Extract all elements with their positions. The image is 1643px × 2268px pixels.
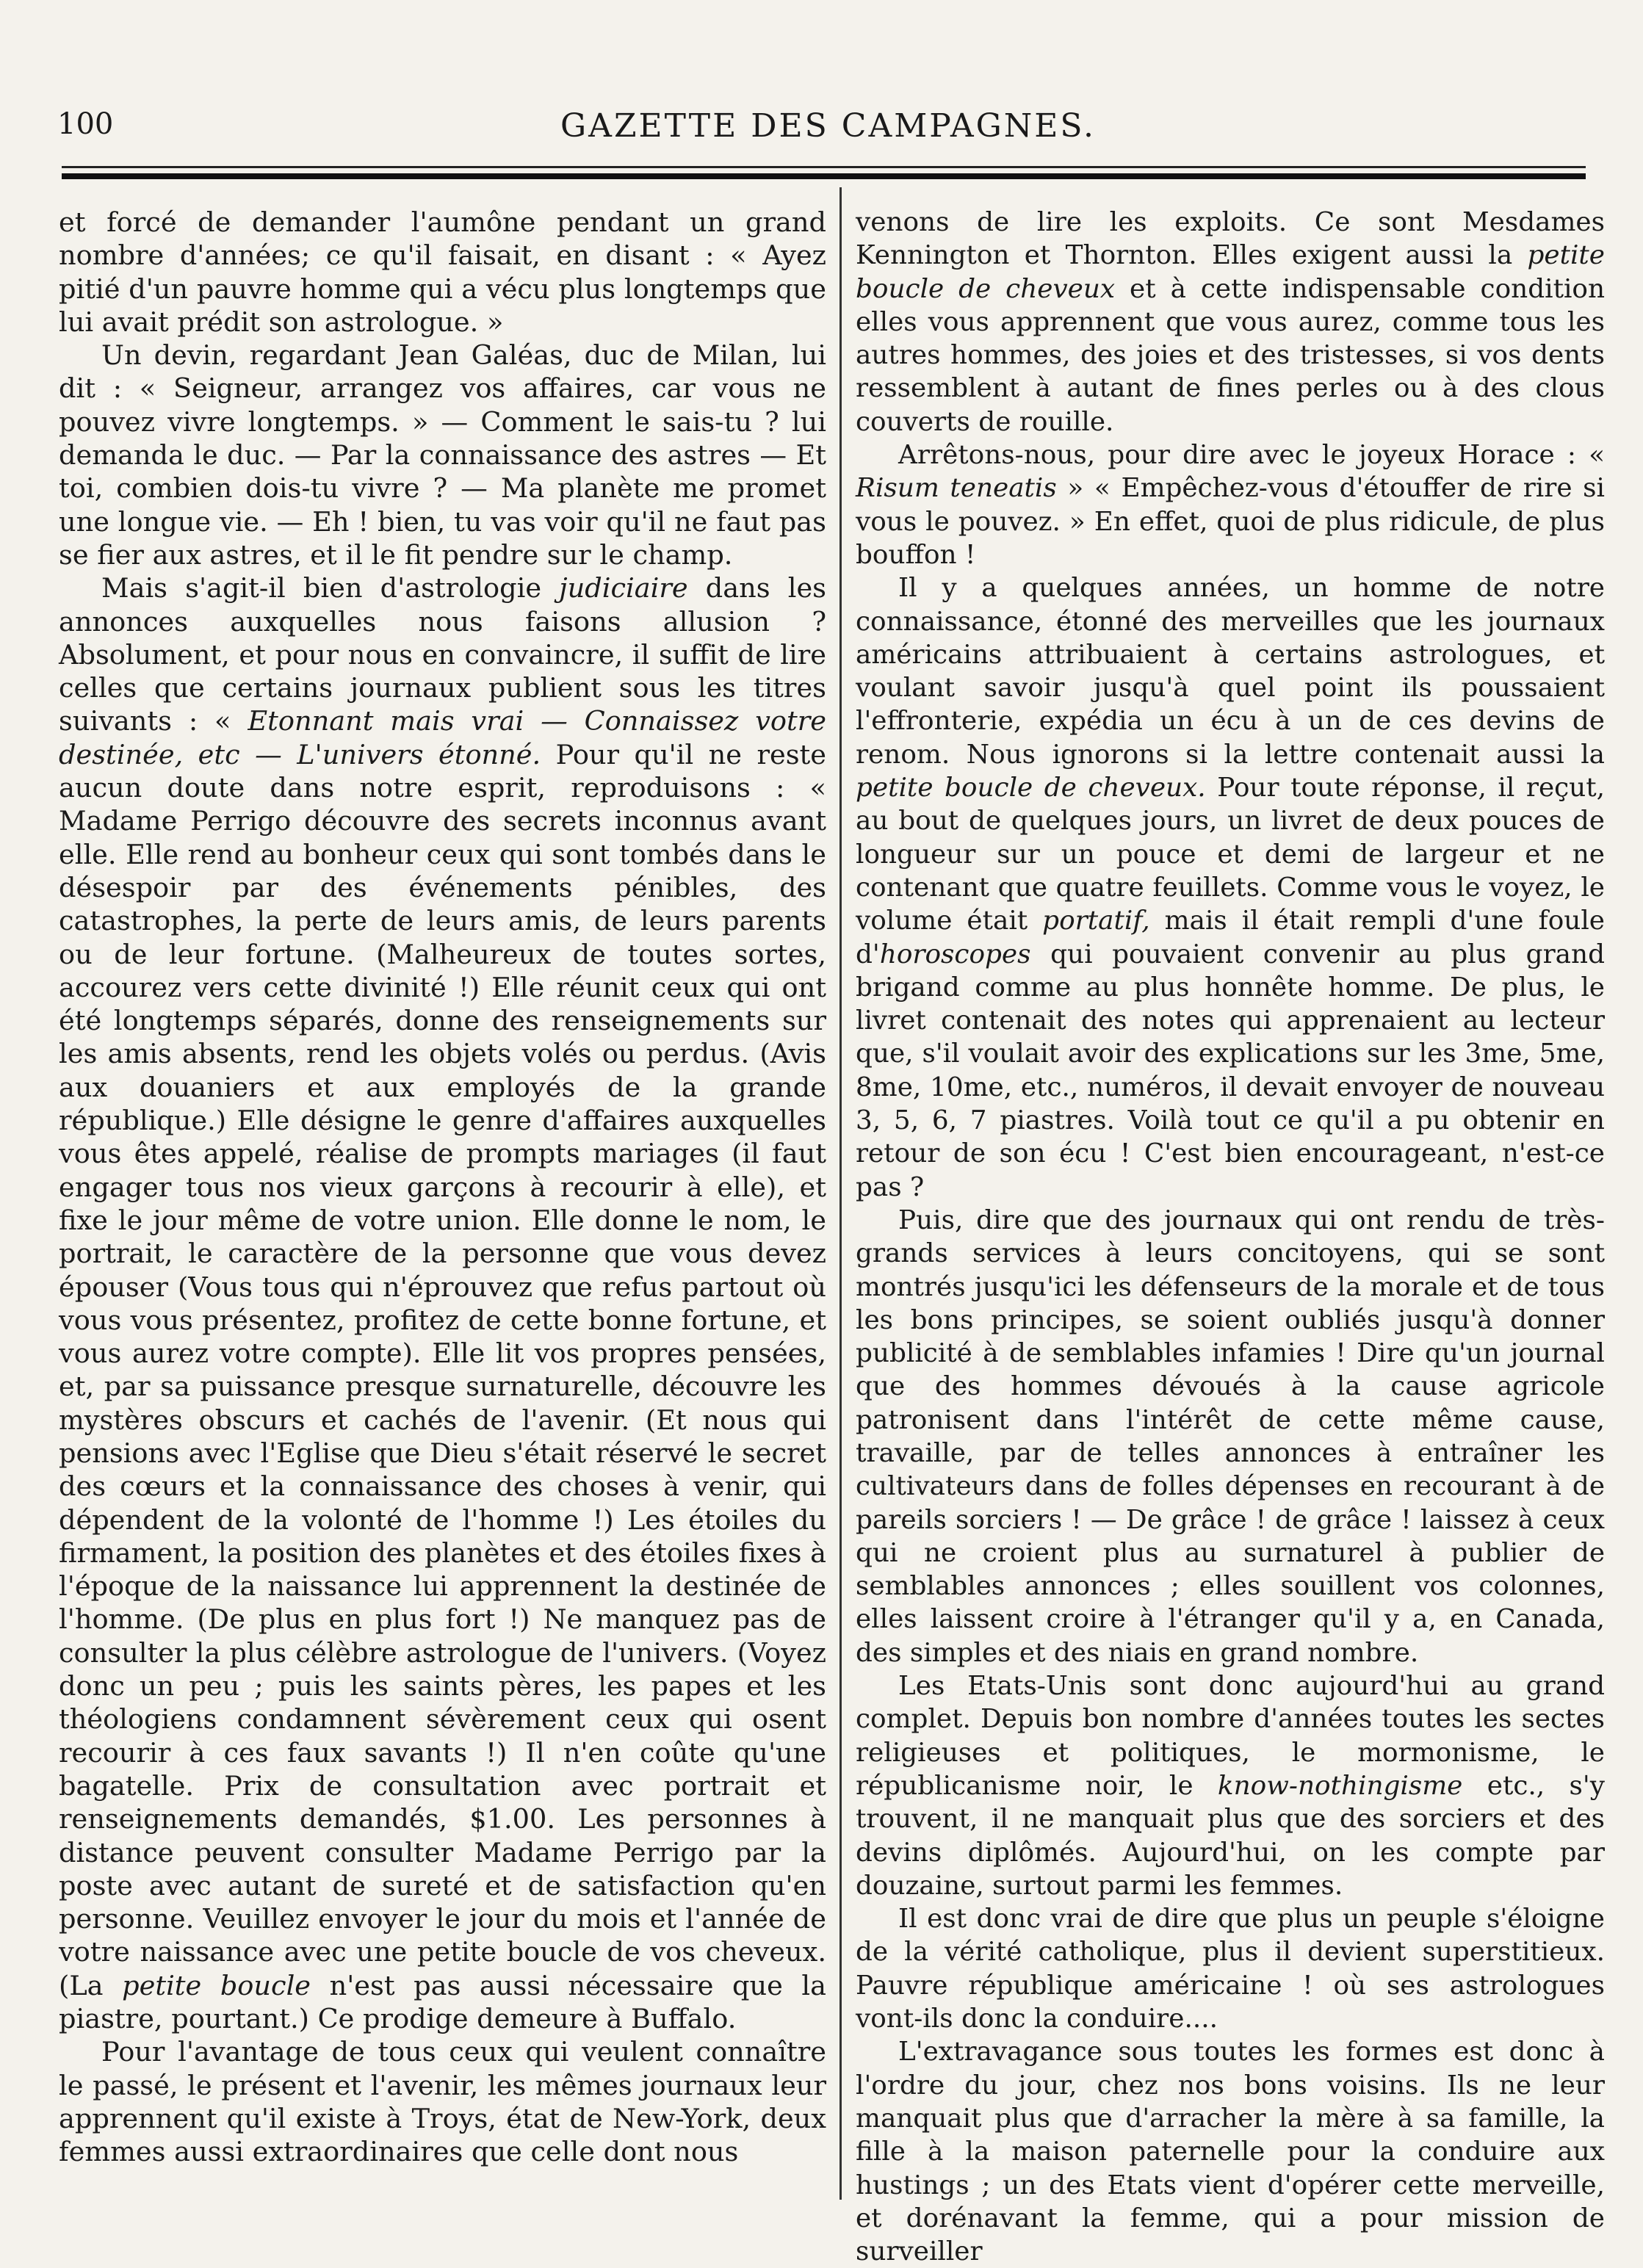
header-rule-thick <box>62 173 1586 179</box>
italic-text: portatif, <box>1042 906 1150 936</box>
running-title: GAZETTE DES CAMPAGNES. <box>560 107 1096 145</box>
italic-text: horoscopes <box>879 939 1031 969</box>
paragraph <box>59 206 826 339</box>
paragraph <box>856 206 1605 438</box>
italic-text: Risum teneatis <box>856 473 1057 504</box>
paragraph <box>856 1902 1605 2035</box>
paragraph-text: Arrêtons-nous, pour dire avec le joyeux Horace : « <box>898 440 1605 471</box>
italic-text: Etonnant mais vrai — Connaissez votre destinée, etc — L'univers étonné. <box>59 705 826 770</box>
page-header <box>57 107 1599 151</box>
paragraph-text: et à cette indispensable condition elles vous apprennent que vous aurez, comme tous les autres hommes, des joies et des tristesses, si vos dents ressemblent à autant de fines perles ou à des clous couverts de rouille. <box>856 273 1606 437</box>
paragraph <box>59 571 826 2035</box>
page-number: 100 <box>57 107 114 141</box>
paragraph <box>856 2035 1605 2268</box>
italic-text: petite boucle de cheveux <box>856 240 1605 304</box>
paragraph-text: Un devin, regardant Jean Galéas, duc de Milan, lui dit : « Seigneur, arrangez vos affaires, car vous ne pouvez vivre longtemps. » — Comment le sais-tu ? lui demanda le duc. — Par la connaissance des astres — Et toi, combien dois-tu vivre ? — Ma planète me promet une longue vie. — Eh ! bien, tu vas voir qu'il ne faut pas se fier aux astres, et il le fit pendre sur le champ. <box>59 339 826 571</box>
paragraph <box>856 438 1605 571</box>
paragraph-text: Pour toute réponse, il reçut, au bout de quelques jours, un livret de deux pouces de longueur sur un pouce et demi de largeur et ne contenant que quatre feuillets. Comme vous le voyez, le volume était <box>856 773 1606 936</box>
left-column <box>59 206 826 2169</box>
italic-text: judiciaire <box>559 572 688 604</box>
italic-text: know-nothingisme <box>1217 1770 1463 1801</box>
paragraph-text: Pour l'avantage de tous ceux qui veulent connaître le passé, le présent et l'avenir, les mêmes journaux leur apprennent qu'il existe à Troys, état de New-York, deux femmes aussi extraordinaires que celle dont nous <box>59 2036 826 2168</box>
right-column <box>856 206 1605 2268</box>
paragraph-text: n'est pas aussi nécessaire que la piastre, pourtant.) Ce prodige demeure à Buffalo. <box>59 1969 826 2035</box>
paragraph-text: » « Empêchez-vous d'étouffer de rire si vous le pouvez. » En effet, quoi de plus ridicule, de plus bouffon ! <box>856 473 1605 570</box>
header-rule-thin <box>62 166 1586 168</box>
paragraph-text: qui pouvaient convenir au plus grand brigand comme au plus honnête homme. De plus, le livret contenait des notes qui apprenaient au lecteur que, s'il voulait avoir des explications sur les 3me, 5me, 8me, 10me, etc., numéros, il devait envoyer de nouveau 3, 5, 6, 7 piastres. Voilà tout ce qu'il a pu obtenir en retour de son écu ! C'est bien encourageant, n'est-ce pas ? <box>856 939 1605 1202</box>
paragraph-text: Il y a quelques années, un homme de notre connaissance, étonné des merveilles que les journaux américains attribuaient à certains astrologues, et voulant savoir jusqu'à quel point ils poussaient l'effronterie, expédia un écu à un de ces devins de renom. Nous ignorons si la lettre contenait aussi la <box>856 573 1605 770</box>
paragraph-text: mais il était rempli d'une foule d' <box>856 906 1605 969</box>
paragraph-text: etc., s'y trouvent, il ne manquait plus que des sorciers et des devins diplômés. Aujourd'hui, on les compte par douzaine, surtout parmi les femmes. <box>856 1770 1605 1901</box>
italic-text: petite boucle de cheveux. <box>856 773 1206 803</box>
paragraph <box>856 571 1605 1204</box>
paragraph-text: et forcé de demander l'aumône pendant un grand nombre d'années; ce qu'il faisait, en disant : « Ayez pitié d'un pauvre homme qui a vécu plus longtemps que lui avait prédit son astrologue. » <box>59 206 826 338</box>
paragraph-text: venons de lire les exploits. Ce sont Mesdames Kennington et Thornton. Elles exigent aussi la <box>856 207 1605 271</box>
paragraph <box>856 1669 1605 1902</box>
paragraph-text: dans les annonces auxquelles nous faisons allusion ? Absolument, et pour nous en convaincre, il suffit de lire celles que certains journaux publient sous les titres suivants : « <box>59 572 826 737</box>
paragraph-text: Mais s'agit-il bien d'astrologie <box>101 572 560 604</box>
italic-text: petite boucle <box>122 1969 311 2001</box>
paragraph <box>856 1204 1605 1669</box>
paragraph-text: Il est donc vrai de dire que plus un peuple s'éloigne de la vérité catholique, plus il devient superstitieux. Pauvre république américaine ! où ses astrologues vont-ils donc la conduire.... <box>856 1904 1605 2034</box>
paragraph-text: L'extravagance sous toutes les formes est donc à l'ordre du jour, chez nos bons voisins. Ils ne leur manquait plus que d'arracher la mère à sa famille, la fille à la maison paternelle pour la conduire aux hustings ; un des Etats vient d'opérer cette merveille, et dorénavant la femme, qui a pour mission de surveiller <box>856 2037 1605 2267</box>
paragraph-text: Les Etats-Unis sont donc aujourd'hui au grand complet. Depuis bon nombre d'années toutes les sectes religieuses et politiques, le mormonisme, le républicanisme noir, le <box>856 1671 1605 1801</box>
paragraph <box>59 339 826 571</box>
paragraph-text: Puis, dire que des journaux qui ont rendu de très-grands services à leurs concitoyens, qui se sont montrés jusqu'ici les défenseurs de la morale et de tous les bons principes, se soient oubliés jusqu'à donner publicité à de semblables infamies ! Dire qu'un journal que des hommes dévoués à la cause agricole patronisent dans l'intérêt de cette même cause, travaille, par de telles annonces à entraîner les cultivateurs dans de folles dépenses en recourant à de pareils sorciers ! — De grâce ! de grâce ! laissez à ceux qui ne croient plus au surnaturel à publier de semblables annonces ; elles souillent vos colonnes, elles laissent croire à l'étranger qu'il y a, en Canada, des simples et des niais en grand nombre. <box>856 1205 1605 1668</box>
paragraph <box>59 2035 826 2168</box>
paragraph-text: Pour qu'il ne reste aucun doute dans notre esprit, reproduisons : « Madame Perrigo découvre des secrets inconnus avant elle. Elle rend au bonheur ceux qui sont tombés dans le désespoir par des événements pénibles, des catastrophes, la perte de leurs amis, de leurs parents ou de leur fortune. (Malheureux de toutes sortes, accourez vers cette divinité !) Elle réunit ceux qui ont été longtemps séparés, donne des renseignements sur les amis absents, rend les objets volés ou perdus. (Avis aux douaniers et aux employés de la grande république.) Elle désigne le genre d'affaires auxquelles vous êtes appelé, réalise de prompts mariages (il faut engager tous nos vieux garçons à recourir à elle), et fixe le jour même de votre union. Elle donne le nom, le portrait, le caractère de la personne que vous devez épouser (Vous tous qui n'éprouvez que refus partout où vous vous présentez, profitez de cette bonne fortune, et vous aurez votre compte). Elle lit vos propres pensées, et, par sa puissance presque surnaturelle, découvre les mystères obscurs et cachés de l'avenir. (Et nous qui pensions avec l'Eglise que Dieu s'était réservé le secret des cœurs et la connaissance des choses à venir, qui dépendent de la volonté de l'homme !) Les étoiles du firmament, la position des planètes et des étoiles fixes à l'époque de la naissance lui apprennent la destinée de l'homme. (De plus en plus fort !) Ne manquez pas de consulter la plus célèbre astrologue de l'univers. (Voyez donc un peu ; puis les saints pères, les papes et les théologiens condamnent sévèrement ceux qui osent recourir à ces faux savants !) Il n'en coûte qu'une bagatelle. Prix de consultation avec portrait et renseignements demandés, $1.00. Les personnes à distance peuvent consulter Madame Perrigo par la poste avec autant de sureté et de satisfaction qu'en personne. Veuillez envoyer le jour du mois et l'année de votre naissance avec une petite boucle de vos cheveux. (La <box>59 738 827 2001</box>
column-divider <box>839 187 842 2200</box>
